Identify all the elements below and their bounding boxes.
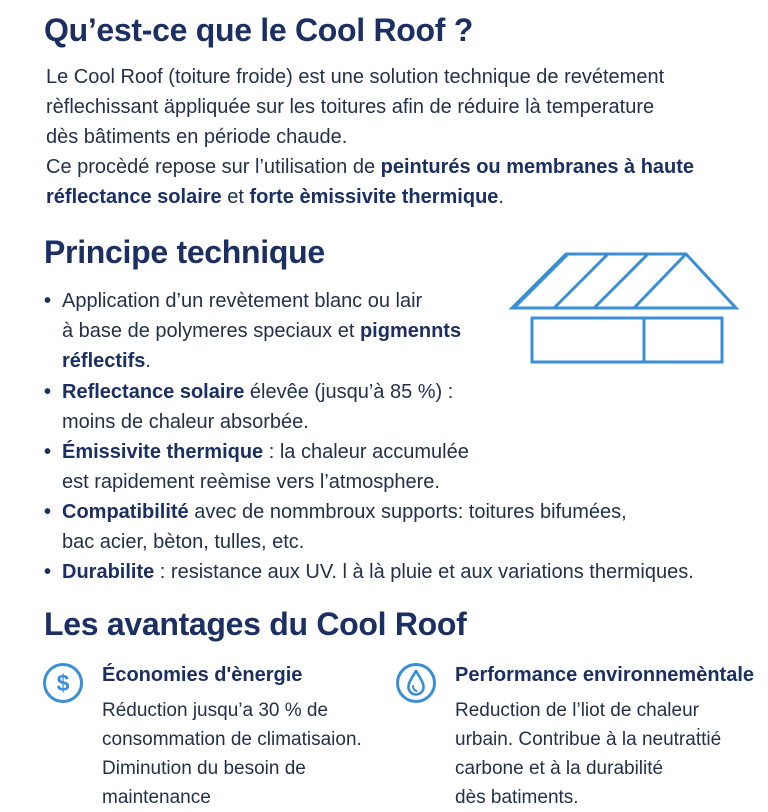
desc-line: Réduction jusqu’a 30 % de <box>102 700 329 721</box>
list-item <box>42 557 742 587</box>
bullet-bold: Reflectance solaire <box>62 381 245 403</box>
intro-paragraph <box>46 62 736 152</box>
section-title-cool-roof: Qu’est-ce que le Cool Roof ? <box>44 12 473 48</box>
advantage-title: Économies d'ènergie <box>102 664 303 686</box>
desc-line: Diminution du besoin de <box>102 758 306 779</box>
dollar-icon <box>42 662 84 704</box>
bullet-text: . <box>145 350 151 372</box>
intro2-bold: forte èmissivite thermique <box>249 186 499 208</box>
bullet-line <box>62 346 742 376</box>
section-title-avantages: Les avantages du Cool Roof <box>44 606 467 642</box>
intro2-bold: peinturés ou membranes à haute <box>380 156 695 178</box>
water-drop-icon <box>395 662 437 704</box>
advantage-description <box>455 696 721 812</box>
bullet-text: : la chaleur accumulée <box>263 441 469 463</box>
desc-line: urbain. Contribue à la neutraṫtié <box>455 729 722 750</box>
bullet-icon: • <box>44 501 52 523</box>
intro2-bold: réflectance solaire <box>46 186 222 208</box>
principle-list <box>42 286 742 588</box>
bullet-line: est rapidement reèmise vers l’atmosphere. <box>62 471 440 493</box>
intro2-text: . <box>498 186 504 208</box>
bullet-bold: réflectifs <box>62 350 146 372</box>
intro-line: dès bâtiments en période chaude. <box>46 126 348 148</box>
desc-line: consommation de climatisaion. <box>102 729 362 750</box>
svg-text:$: $ <box>56 670 70 696</box>
bullet-line <box>62 557 742 587</box>
intro-line: Le Cool Roof (toiture froide) est une solution technique de revétement <box>46 66 665 88</box>
bullet-line: Application d’un revètement blanc ou lair <box>62 290 423 312</box>
bullet-bold: Compatibilité <box>62 501 189 523</box>
intro-paragraph-2 <box>46 152 746 212</box>
list-item <box>42 497 742 557</box>
bullet-icon: • <box>44 381 52 403</box>
list-item <box>42 286 742 376</box>
bullet-line <box>62 437 742 467</box>
bullet-text: élevêe (jusqu’à 85 %) : <box>244 381 454 403</box>
bullet-bold: Émissivite thermique <box>62 441 264 463</box>
bullet-line: bac acier, bèton, tulles, etc. <box>62 531 305 553</box>
bullet-line <box>62 497 742 527</box>
list-item <box>42 437 742 497</box>
section-title-principe: Principe technique <box>44 234 325 270</box>
bullet-line <box>62 316 742 346</box>
bullet-icon: • <box>44 290 52 312</box>
bullet-text: à base de polymeres speciaux et <box>62 320 360 342</box>
intro2-text: Ce procèdé repose sur l’utilisation de <box>46 156 381 178</box>
intro2-text: et <box>221 186 250 208</box>
desc-line: maintenance <box>102 787 211 808</box>
bullet-text: avec de nommbroux supports: toitures bifumées, <box>188 501 627 523</box>
advantage-description <box>102 696 362 812</box>
bullet-icon: • <box>44 561 52 583</box>
bullet-bold: Durabilite <box>62 561 155 583</box>
bullet-line <box>62 377 742 407</box>
intro2-line-2 <box>46 182 746 212</box>
desc-line: dès batiments. <box>455 787 579 808</box>
intro-line: rèflechissant äppliquée sur les toitures afin de réduire là temperature <box>46 96 655 118</box>
desc-line: carbone et à la durabilité <box>455 758 664 779</box>
desc-line: Reduction de l’liot de chaleur <box>455 700 699 721</box>
list-item <box>42 377 742 437</box>
bullet-text: : resistance aux UV. l à là pluie et aux variations thermiques. <box>154 561 694 583</box>
bullet-icon: • <box>44 441 52 463</box>
bullet-line: moins de chaleur absorbée. <box>62 411 309 433</box>
intro2-line-1 <box>46 152 746 182</box>
bullet-bold: pigmennts <box>359 320 462 342</box>
advantage-title: Performance environnemèntale <box>455 664 754 686</box>
